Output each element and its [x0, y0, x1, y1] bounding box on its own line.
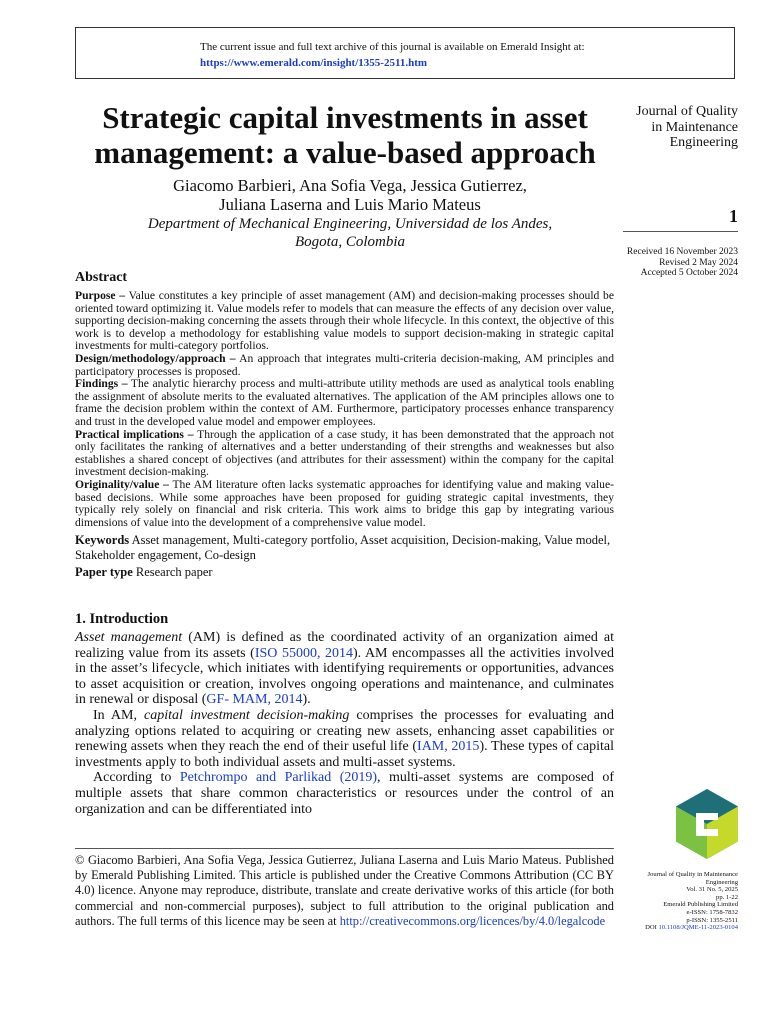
doi-label: DOI [645, 924, 659, 932]
author-list [75, 176, 625, 214]
intro-text: , multi-asset systems are composed of multiple assets that share common characteristics or resources under the control of an organization and can be differentiated into [75, 770, 615, 817]
intro-paragraph-3 [75, 770, 614, 817]
intro-text: ). These types of capital investments apply to both individual assets and multi-asset systems. [75, 739, 614, 770]
journal-name-line-2: in Maintenance [651, 119, 738, 135]
abstract-originality [75, 479, 614, 529]
paper-type [75, 565, 614, 580]
intro-text: ). AM encompasses all the activities involved in the asset’s lifecycle, which initiates with identifying requirements or opportunities, advances to asset acquisition or creation, involves ongoing operations and maintenance, and culminates in renewal or disposal ( [75, 645, 614, 708]
intro-text: According to [93, 770, 180, 786]
design-text: An approach that integrates multi-criteria decision-making, AM principles and participatory processes is proposed. [75, 351, 614, 378]
pubinfo-eissn: e-ISSN: 1758-7832 [686, 908, 738, 916]
originality-label: Originality/value – [75, 477, 169, 491]
journal-name [588, 104, 738, 151]
abstract-design [75, 353, 614, 378]
practical-label: Practical implications – [75, 427, 194, 441]
pubinfo-volume: Vol. 31 No. 5, 2025 [686, 886, 738, 894]
originality-text: The AM literature often lacks systematic approaches for identifying value and making value-based decisions. While some approaches have been proposed for guiding strategic capital investments, they typically rely solely on financial and risk criteria. This work aims to bridge this gap by integrating various dimensions of value into the development of a comprehensive value model. [75, 477, 614, 529]
revised-date: Revised 2 May 2024 [659, 257, 738, 268]
journal-name-line-1: Journal of Quality [636, 104, 738, 119]
paper-type-text: Research paper [132, 565, 213, 580]
journal-notice-box [75, 27, 735, 79]
findings-label: Findings – [75, 377, 128, 391]
practical-text: Through the application of a case study, it has been demonstrated that the approach not only facilitates the ranking of alternatives and a better understanding of their strengths and weaknesses but also establishes a shared concept of objectives (and attributes for their assessment) within the company for the capital investment decision-making. [75, 427, 614, 479]
pubinfo-pissn: p-ISSN: 1355-2511 [686, 916, 738, 924]
purpose-text: Value constitutes a key principle of asset management (AM) and decision-making processes should be oriented toward optimizing it. Value models refer to models that can measure the effects of any decision over value, supporting decision-making concerning the assets through their whole lifecycle. In this context, the objective of this work is to develop a methodology for establishing value models to support decision-making in strategic capital investments for multi-category portfolios. [75, 289, 614, 353]
abstract-practical [75, 429, 614, 479]
findings-text: The analytic hierarchy process and multi-attribute utility methods are used as analytical tools enabling the assignment of absolute merits to the evaluated alternatives. The application of the AM principles allows one to frame the decision problem within the context of AM. Furthermore, participatory processes enhance transparency and trust in the developed value model and empower employees. [75, 377, 615, 428]
abstract-section [75, 270, 614, 580]
pubinfo-journal: Journal of Quality in Maintenance [647, 871, 738, 878]
intro-text: ). [302, 692, 311, 708]
intro-text: (AM) is defined as the coordinated activity of an organization aimed at realizing value from its assets ( [75, 630, 614, 661]
notice-text: The current issue and full text archive of this journal is available on Emerald Insight at: [200, 41, 585, 53]
intro-heading: 1. Introduction [75, 611, 169, 627]
license-link[interactable]: http://creativecommons.org/licences/by/4.0/legalcode [339, 913, 606, 928]
intro-term: Asset management [75, 630, 183, 645]
publication-info [588, 871, 738, 932]
paper-title: Strategic capital investments in asset management: a value-based approach [94, 100, 596, 170]
license-text: © Giacomo Barbieri, Ana Sofia Vega, Jessica Gutierrez, Juliana Laserna and Luis Mario Mateus. Published by Emerald Publishing Limited. This article is published under the Creative Commons Attribution (CC BY 4.0) licence. Anyone may reproduce, distribute, translate and create derivative works of this article (for both commercial and non-commercial purposes), subject to full attribution to the original publication and authors. The full terms of this licence may be seen at [75, 853, 614, 928]
purpose-label: Purpose – [75, 289, 126, 302]
journal-archive-link[interactable]: https://www.emerald.com/insight/1355-2511.htm [200, 57, 428, 69]
design-label: Design/methodology/approach – [75, 351, 236, 365]
citation-link[interactable]: Petchrompo and Parlikad (2019) [179, 770, 378, 786]
abstract-purpose [75, 290, 614, 353]
intro-term: capital investment decision-making [144, 707, 350, 723]
accepted-date: Accepted 5 October 2024 [640, 268, 738, 278]
margin-divider [623, 231, 738, 232]
intro-paragraph-1 [75, 630, 614, 708]
pubinfo-publisher: Emerald Publishing Limited [663, 901, 738, 909]
pubinfo-pages: pp. 1-22 [716, 893, 738, 901]
page-number: 1 [729, 206, 738, 226]
keywords-text: Asset management, Multi-category portfolio, Asset acquisition, Decision-making, Value model, Stakeholder engagement, Co-design [75, 533, 611, 563]
pubinfo-journal-cont: Engineering [705, 878, 738, 886]
affiliation-line-1: Department of Mechanical Engineering, Universidad de los Andes, [147, 216, 553, 232]
footnote-divider [75, 848, 614, 849]
affiliation-line-2: Bogota, Colombia [294, 234, 405, 250]
intro-paragraph-2 [75, 708, 614, 770]
pubinfo-doi [588, 924, 738, 932]
intro-text: In AM, [93, 707, 145, 723]
journal-name-line-3: Engineering [669, 135, 738, 150]
abstract-findings [75, 378, 614, 428]
abstract-heading: Abstract [75, 270, 128, 285]
affiliation [75, 215, 625, 251]
citation-link[interactable]: GF- MAM, 2014 [206, 692, 303, 708]
doi-link[interactable]: 10.1108/JQME-11-2023-0104 [658, 924, 738, 932]
license-statement [75, 853, 614, 929]
author-line-1: Giacomo Barbieri, Ana Sofia Vega, Jessica Gutierrez, [173, 176, 527, 195]
received-date: Received 16 November 2023 [626, 247, 738, 257]
citation-link[interactable]: ISO 55000, 2014 [254, 645, 353, 661]
emerald-logo-icon [676, 789, 738, 859]
introduction-section [75, 611, 614, 817]
citation-link[interactable]: IAM, 2015 [417, 739, 480, 755]
keywords-label: Keywords [75, 533, 130, 548]
author-line-2: Juliana Laserna and Luis Mario Mateus [219, 195, 481, 214]
paper-type-label: Paper type [75, 565, 133, 580]
intro-text: comprises the processes for evaluating and analyzing options related to acquiring or creating new assets, enhancing asset capabilities or renewing assets when they reach the end of their useful life ( [75, 707, 614, 755]
keywords [75, 533, 614, 563]
